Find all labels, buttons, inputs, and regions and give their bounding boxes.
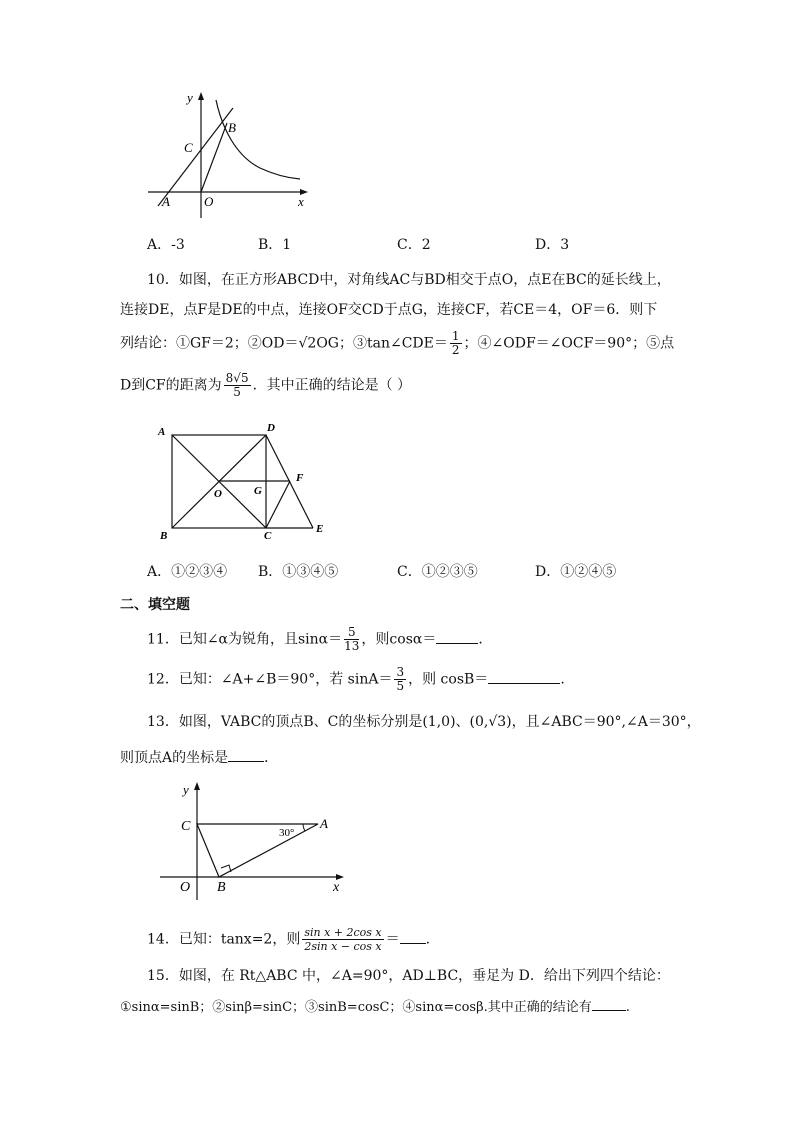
q14-text-c: . xyxy=(425,931,431,948)
q10-label-A: A xyxy=(158,426,166,438)
q14-text-a: 14．已知：tanx=2，则 xyxy=(147,931,301,948)
section-heading-fill-in: 二、填空题 xyxy=(120,597,190,613)
q14-frac-den: 2sin x − cos x xyxy=(304,940,382,953)
q12-fraction xyxy=(394,666,406,693)
q12-answer-blank[interactable] xyxy=(488,671,560,684)
q10-line-3-text-a: 列结论：①GF＝2；②OD＝√2OG；③tan∠CDE＝ xyxy=(120,335,448,352)
q10-option-d[interactable]: D．①②④⑤ xyxy=(535,564,617,580)
q13-triangle-figure xyxy=(155,780,350,902)
q13-line-2 xyxy=(120,748,278,768)
q15-answer-blank[interactable] xyxy=(592,998,626,1011)
q12-frac-num: 3 xyxy=(396,665,405,679)
q13-line-2-text-a: 则顶点A的坐标是 xyxy=(120,750,229,766)
q10-label-C: C xyxy=(264,530,272,542)
q10-label-E: E xyxy=(316,523,324,535)
q10-frac-num: 1 xyxy=(451,329,460,343)
q14-fraction xyxy=(302,926,383,953)
q10-label-D: D xyxy=(267,422,275,434)
q9-graph xyxy=(140,88,315,220)
q14-answer-blank[interactable] xyxy=(400,931,426,944)
q15-line-2-text-a: ①sinα=sinB；②sinβ=sinC；③sinB=cosC；④sinα=cosβ.其中正确的结论有 xyxy=(120,1000,592,1015)
q10-line-1: 10．如图，在正方形ABCD中，对角线AC与BD相交于点O，点E在BC的延长线上， xyxy=(147,272,671,288)
q10-label-B: B xyxy=(160,530,168,542)
q13-answer-blank[interactable] xyxy=(228,749,264,762)
q11-answer-blank[interactable] xyxy=(436,631,478,644)
q10-option-c[interactable]: C．①②③⑤ xyxy=(397,564,478,580)
q13-line-1: 13．如图，VABC的顶点B、C的坐标分别是(1,0)、(0,√3)，且∠ABC＝90°,∠A＝30°， xyxy=(147,714,701,730)
q9-label-O: O xyxy=(204,194,214,209)
q10-frac-den: 2 xyxy=(451,343,460,357)
q10-line-2: 连接DE，点F是DE的中点，连接OF交CD于点G，连接CF，若CE＝4，OF＝6．则下 xyxy=(120,302,658,318)
q12-text-c: . xyxy=(560,671,565,688)
q14 xyxy=(147,926,430,953)
q10-line-4-text-a: D到CF的距离为 xyxy=(120,377,222,394)
q13-line-2-text-b: ． xyxy=(264,750,279,766)
q13-label-x: x xyxy=(333,880,340,895)
q10-line-4-text-b: ．其中正确的结论是（ ） xyxy=(252,377,412,394)
q10-dist-den: 5 xyxy=(233,385,241,399)
q13-label-angle: 30° xyxy=(279,827,295,839)
q14-frac-num: sin x + 2cos x xyxy=(304,926,382,939)
q10-label-F: F xyxy=(296,472,304,484)
q13-label-y: y xyxy=(183,782,189,797)
q11-fraction xyxy=(344,626,359,653)
q9-label-A: A xyxy=(162,194,170,209)
q9-label-y: y xyxy=(187,90,193,105)
q10-option-a[interactable]: A．①②③④ xyxy=(147,564,228,580)
q13-label-O: O xyxy=(180,880,191,895)
q11-frac-num: 5 xyxy=(344,626,359,640)
q9-option-a[interactable]: A．-3 xyxy=(147,237,185,253)
q11-text-a: 11．已知∠α为锐角，且sinα＝ xyxy=(147,631,343,648)
q10-fraction-distance xyxy=(224,372,251,399)
q11-frac-den: 13 xyxy=(344,639,360,653)
q15-line-2 xyxy=(120,998,630,1018)
q9-option-d[interactable]: D．3 xyxy=(535,237,570,253)
q10-line-3 xyxy=(120,330,674,357)
q10-option-b[interactable]: B．①③④⑤ xyxy=(258,564,339,580)
q10-square-figure xyxy=(150,418,340,546)
q12-text-b: ，则 cosB＝ xyxy=(408,671,489,688)
q9-option-b[interactable]: B．1 xyxy=(258,237,292,253)
q10-line-3-text-b: ；④∠ODF＝∠OCF＝90°；⑤点 xyxy=(463,335,675,352)
q15-line-1: 15．如图，在 Rt△ABC 中，∠A=90°，AD⊥BC，垂足为 D．给出下列四个结论： xyxy=(147,968,670,984)
q10-line-4 xyxy=(120,372,411,399)
q11-text-b: ，则cosα＝ xyxy=(361,631,437,648)
q9-label-C: C xyxy=(184,140,193,155)
q14-text-b: ＝ xyxy=(385,931,400,948)
q10-label-O: O xyxy=(214,488,222,500)
q13-label-B: B xyxy=(217,880,226,895)
q15-line-2-text-b: . xyxy=(625,1000,630,1015)
q11 xyxy=(147,626,492,653)
q9-label-B: B xyxy=(228,120,236,135)
q13-label-C: C xyxy=(181,819,191,834)
q13-label-A: A xyxy=(320,816,328,831)
q10-fraction-half xyxy=(450,330,462,357)
q9-label-x: x xyxy=(298,194,304,209)
q12 xyxy=(147,666,565,693)
q9-option-c[interactable]: C．2 xyxy=(397,237,431,253)
q10-dist-num: 8√5 xyxy=(225,371,249,385)
q12-text-a: 12．已知：∠A+∠B＝90°，若 sinA＝ xyxy=(147,671,393,688)
q10-label-G: G xyxy=(254,485,262,497)
q12-frac-den: 5 xyxy=(396,679,405,693)
q11-text-c: ． xyxy=(478,631,493,648)
